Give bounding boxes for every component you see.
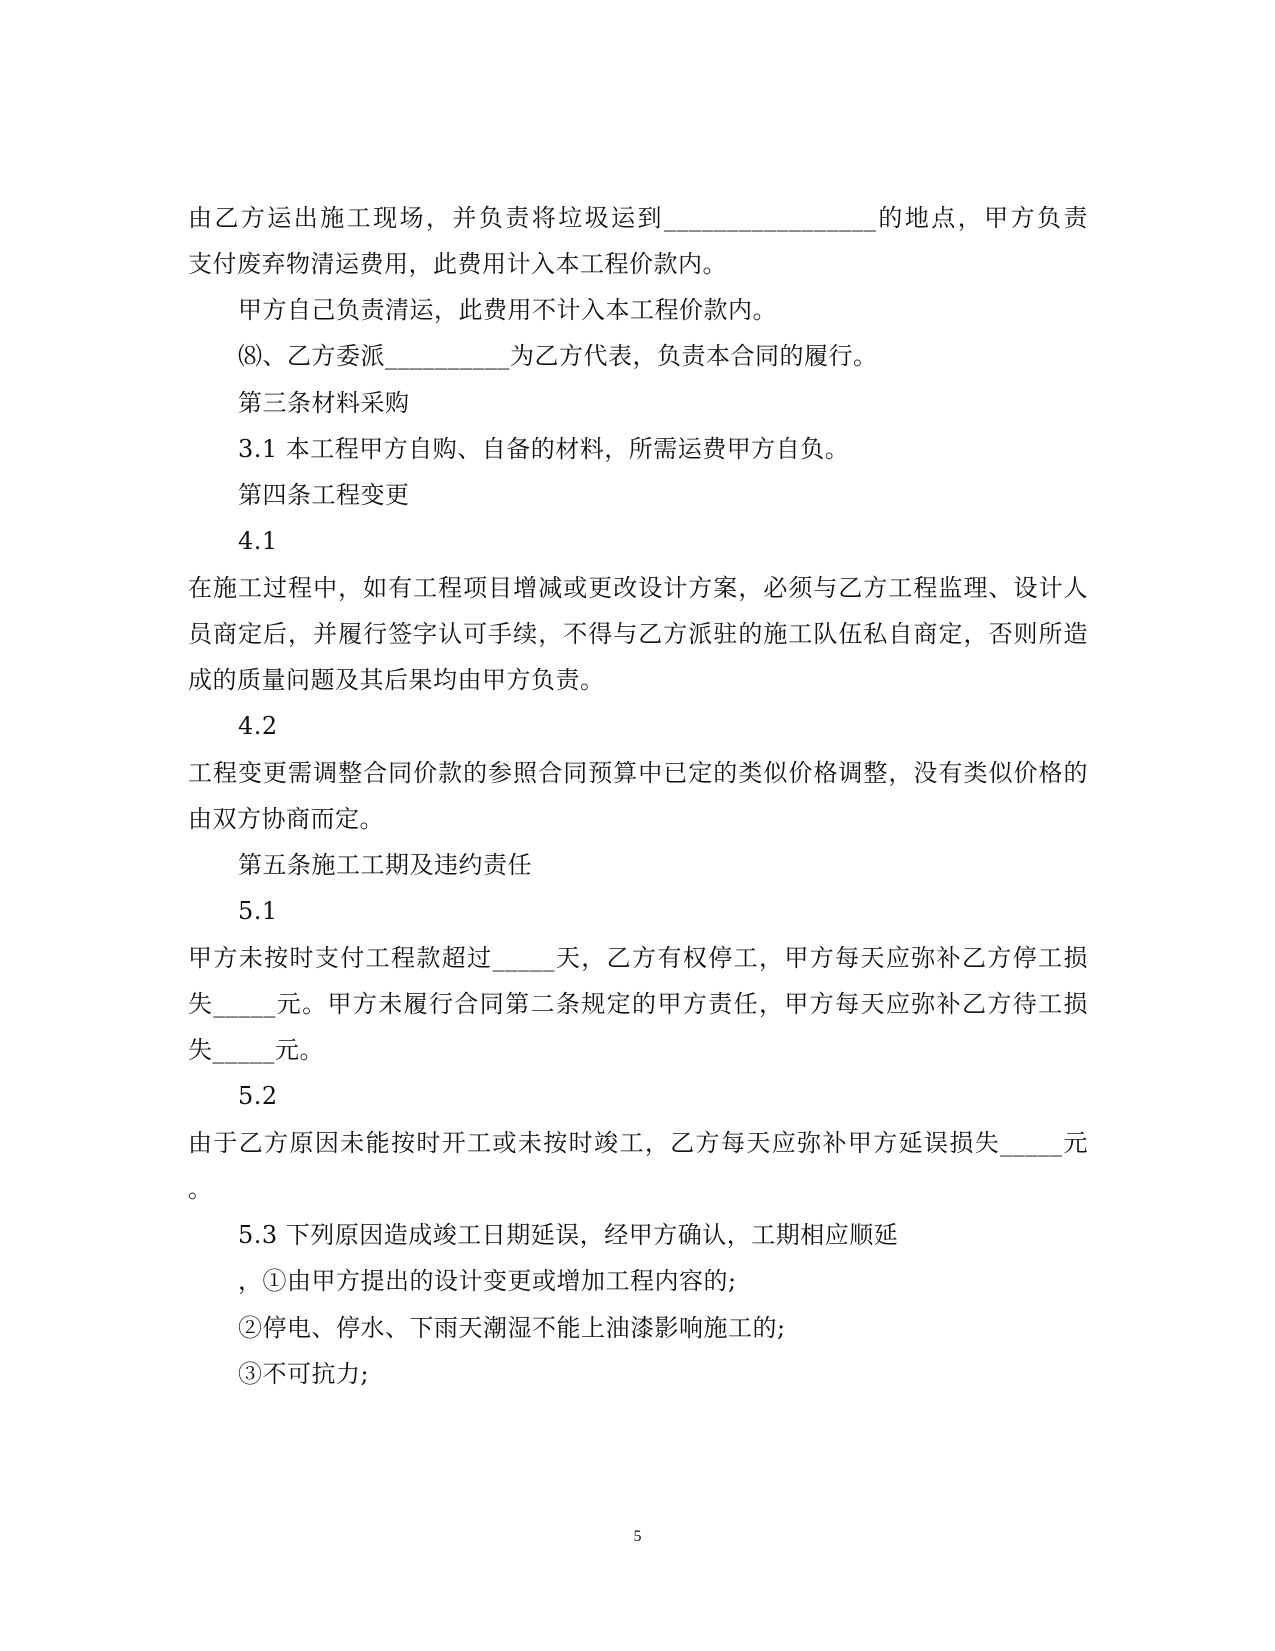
paragraph-line: 由乙方运出施工现场，并负责将垃圾运到_________________的地点，甲方负责 — [188, 204, 1088, 232]
clause-number: 5.1 — [238, 897, 278, 925]
paragraph-line: 失_____元。 — [188, 1036, 324, 1064]
paragraph-line: 支付废弃物清运费用，此费用计入本工程价款内。 — [188, 250, 727, 278]
section-heading: 第五条施工工期及违约责任 — [238, 851, 532, 879]
paragraph-line: 工程变更需调整合同价款的参照合同预算中已定的类似价格调整，没有类似价格的 — [188, 759, 1088, 787]
paragraph-line: 由于乙方原因未能按时开工或未按时竣工，乙方每天应弥补甲方延误损失_____元 — [188, 1129, 1088, 1157]
clause-number: 4.2 — [238, 712, 278, 740]
list-item: ，①由甲方提出的设计变更或增加工程内容的; — [238, 1267, 737, 1295]
page-number: 5 — [633, 1528, 642, 1545]
paragraph-line: ⑻、乙方委派__________为乙方代表，负责本合同的履行。 — [238, 342, 878, 370]
paragraph-line: 。 — [188, 1175, 213, 1203]
section-heading: 第三条材料采购 — [238, 389, 410, 417]
clause-number: 5.2 — [238, 1082, 278, 1110]
list-item: ②停电、停水、下雨天潮湿不能上油漆影响施工的; — [238, 1314, 786, 1342]
list-item: ③不可抗力; — [238, 1360, 370, 1388]
paragraph-line: 甲方自己负责清运，此费用不计入本工程价款内。 — [238, 296, 777, 324]
paragraph-line: 甲方未按时支付工程款超过_____天，乙方有权停工，甲方每天应弥补乙方停工损 — [188, 944, 1088, 972]
paragraph-line: 在施工过程中，如有工程项目增减或更改设计方案，必须与乙方工程监理、设计人 — [188, 574, 1088, 602]
section-heading: 第四条工程变更 — [238, 481, 410, 509]
paragraph-line: 失_____元。甲方未履行合同第二条规定的甲方责任，甲方每天应弥补乙方待工损 — [188, 990, 1088, 1018]
paragraph-line: 员商定后，并履行签字认可手续，不得与乙方派驻的施工队伍私自商定，否则所造 — [188, 620, 1088, 648]
clause-number: 4.1 — [238, 527, 278, 555]
paragraph-line: 由双方协商而定。 — [188, 805, 384, 833]
clause-line: 3.1 本工程甲方自购、自备的材料，所需运费甲方自负。 — [238, 435, 850, 463]
paragraph-line: 成的质量问题及其后果均由甲方负责。 — [188, 666, 605, 694]
clause-line: 5.3 下列原因造成竣工日期延误，经甲方确认，工期相应顺延 — [238, 1221, 899, 1249]
